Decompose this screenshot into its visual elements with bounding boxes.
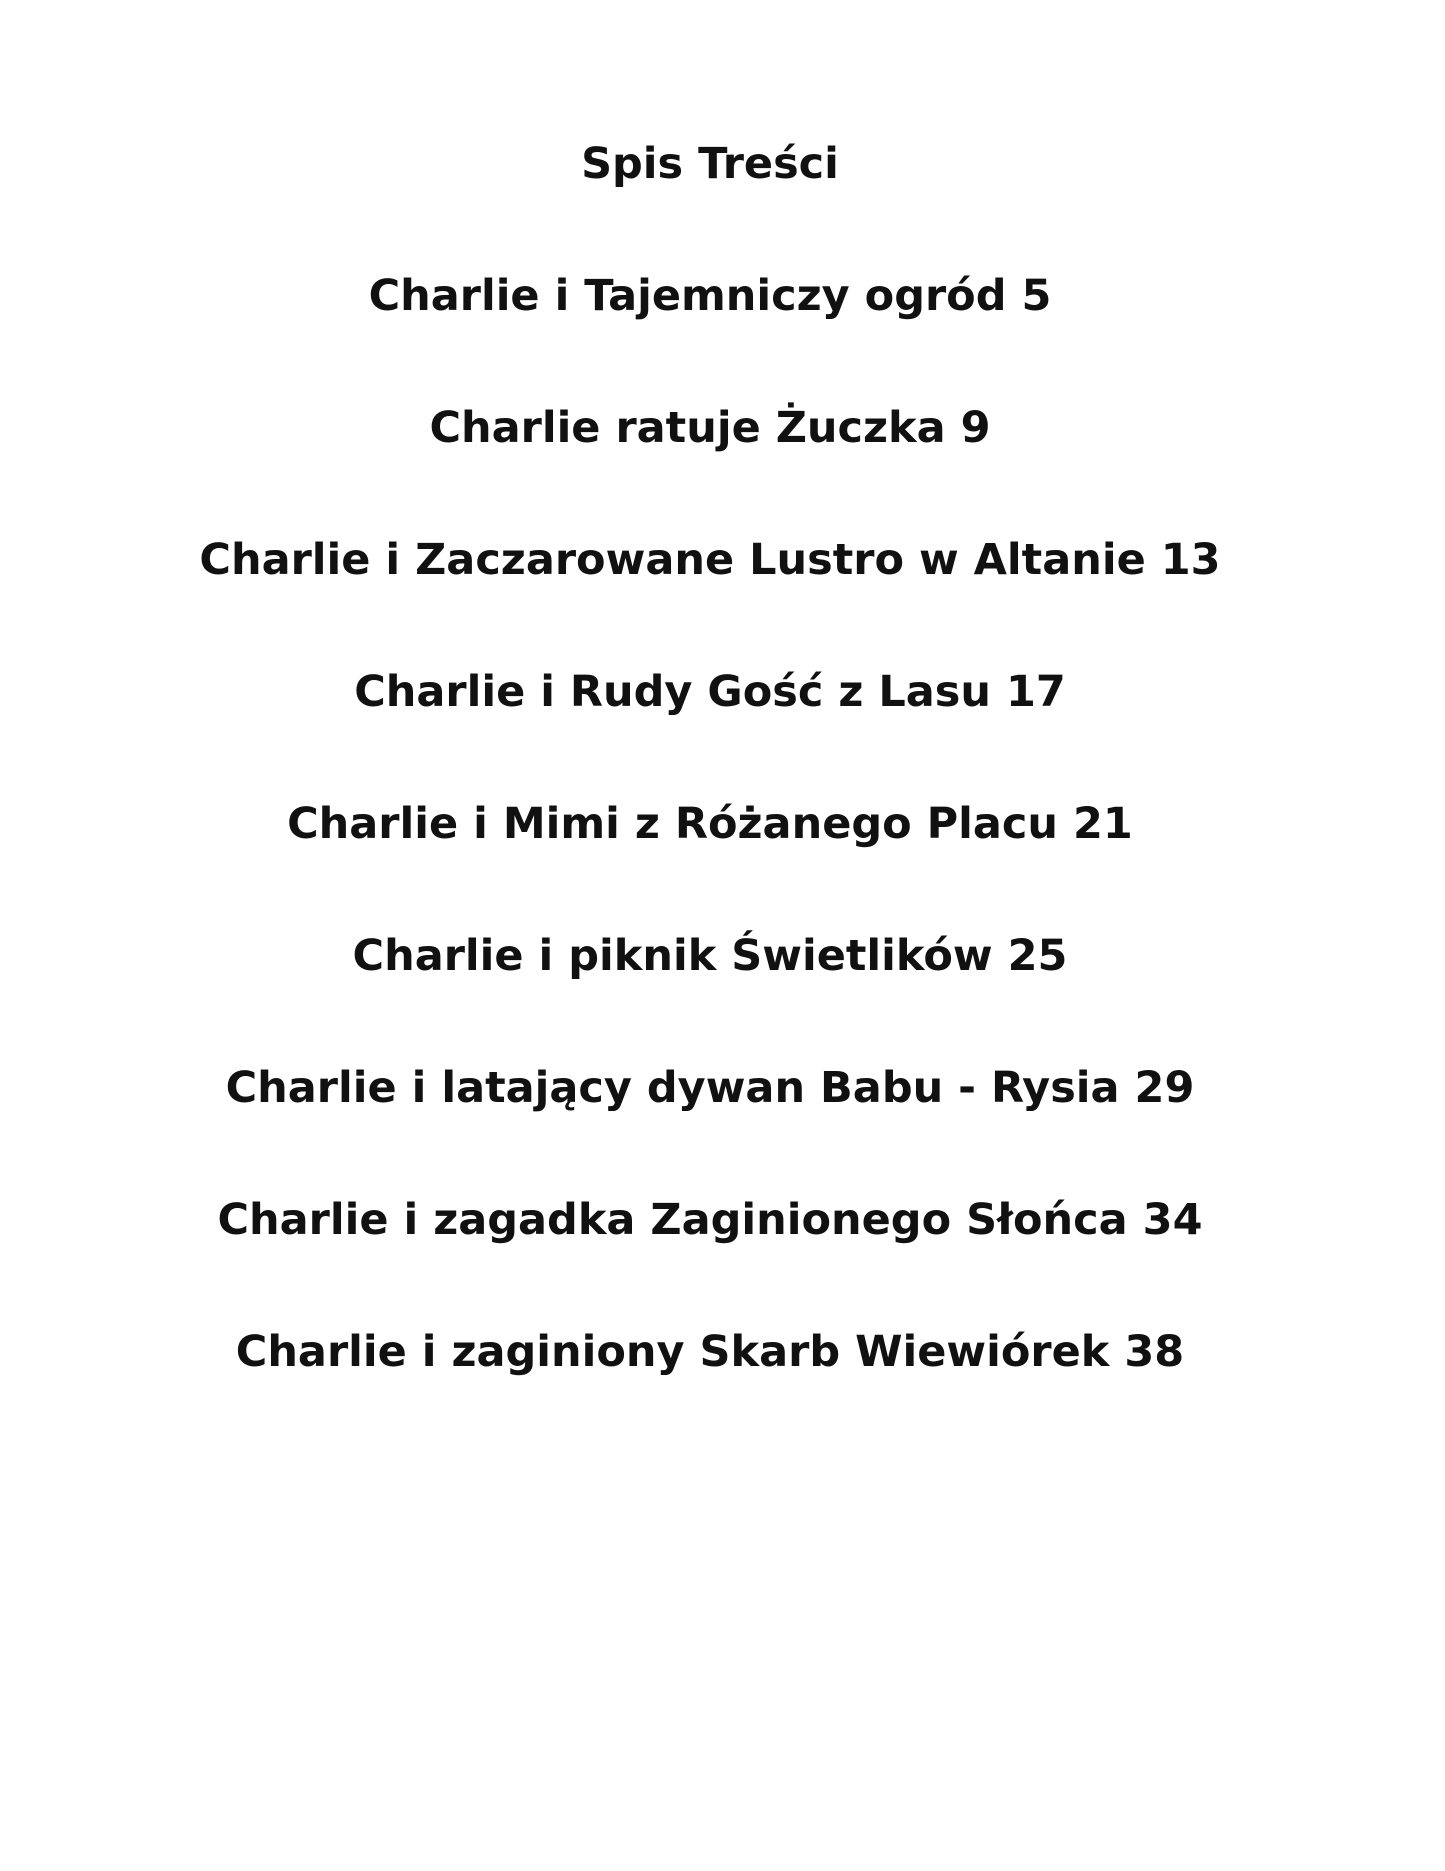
toc-entry	[0, 1196, 1420, 1244]
toc-entry	[0, 1064, 1420, 1112]
toc-entry	[0, 932, 1420, 980]
toc-entry	[0, 272, 1420, 320]
toc-entry-page: 29	[1134, 1063, 1195, 1113]
table-of-contents	[0, 140, 1420, 1460]
toc-entry-label: Charlie i zaginiony Skarb Wiewiórek	[235, 1327, 1110, 1377]
toc-entry	[0, 1328, 1420, 1376]
toc-entry-label: Charlie i zagadka Zaginionego Słońca	[217, 1195, 1128, 1245]
toc-entry-label: Charlie i piknik Świetlików	[352, 931, 993, 981]
toc-entry-label: Charlie i Tajemniczy ogród	[368, 271, 1007, 321]
toc-entry-label: Charlie i latający dywan Babu - Rysia	[225, 1063, 1120, 1113]
toc-entry-label: Charlie ratuje Żuczka	[429, 403, 946, 453]
toc-entry-label: Charlie i Mimi z Różanego Placu	[287, 799, 1059, 849]
toc-entry	[0, 404, 1420, 452]
toc-entry-page: 17	[1005, 667, 1066, 717]
toc-entry	[0, 800, 1420, 848]
toc-entry	[0, 668, 1420, 716]
toc-title: Spis Treści	[581, 139, 839, 189]
toc-entry-page: 25	[1007, 931, 1068, 981]
toc-entry-page: 5	[1021, 271, 1052, 321]
toc-entry-page: 21	[1073, 799, 1133, 849]
toc-entry-page: 13	[1160, 535, 1221, 585]
toc-entry-label: Charlie i Zaczarowane Lustro w Altanie	[199, 535, 1146, 585]
toc-entry-page: 34	[1142, 1195, 1203, 1245]
toc-list	[0, 272, 1420, 1376]
toc-entry-page: 38	[1124, 1327, 1185, 1377]
toc-entry-page: 9	[960, 403, 991, 453]
toc-entry-label: Charlie i Rudy Gość z Lasu	[354, 667, 991, 717]
toc-entry	[0, 536, 1420, 584]
